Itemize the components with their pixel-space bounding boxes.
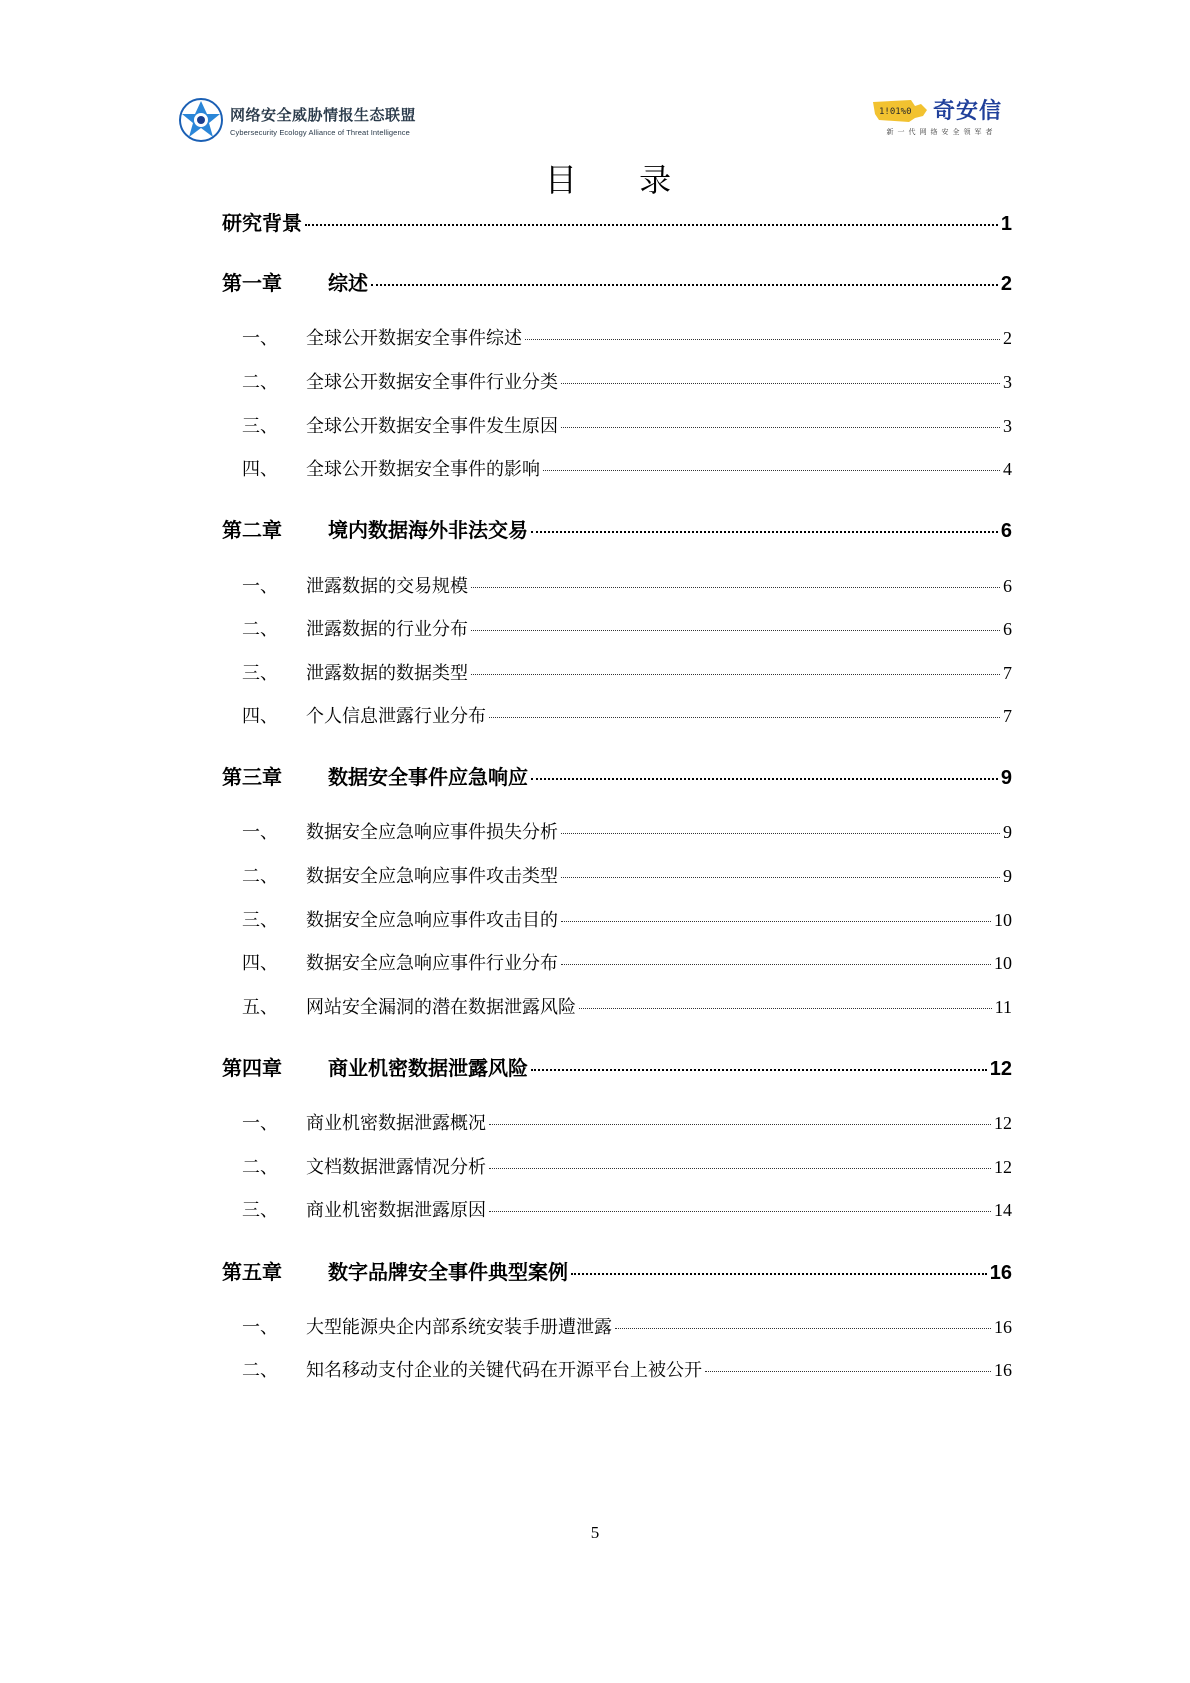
toc-entry-number: 二、	[242, 866, 278, 887]
toc-entry-page: 12	[994, 1113, 1012, 1133]
toc-entry-number: 一、	[242, 822, 278, 843]
toc-entry-page: 16	[994, 1360, 1012, 1380]
alliance-logo	[178, 92, 416, 148]
svg-text:1!01%0: 1!01%0	[878, 106, 912, 117]
toc-leader-dots	[561, 877, 1000, 878]
toc-entry-page: 3	[1003, 416, 1012, 436]
toc-entry-page: 10	[994, 910, 1012, 930]
toc-section-entry[interactable]	[222, 949, 1012, 975]
toc-leader-dots	[561, 833, 1000, 834]
toc-leader-dots	[531, 778, 998, 780]
toc-section-entry[interactable]	[222, 862, 1012, 888]
toc-leader-dots	[579, 1008, 992, 1009]
toc-leader-dots	[471, 674, 1000, 675]
toc-entry-number: 第一章	[222, 271, 282, 295]
toc-entry-number: 四、	[242, 706, 278, 727]
alliance-name-en: Cybersecurity Ecology Alliance of Threat Intelligence	[230, 127, 410, 137]
toc-entry-label: 数据安全应急响应事件攻击类型	[306, 866, 558, 887]
toc-section-entry[interactable]	[222, 1356, 1012, 1382]
toc-entry-number: 二、	[242, 619, 278, 640]
brand-mark-icon	[871, 96, 931, 124]
toc-leader-dots	[531, 1069, 987, 1071]
toc-entry-label: 泄露数据的行业分布	[306, 619, 468, 640]
toc-leader-dots	[615, 1328, 991, 1329]
toc-entry-label: 商业机密数据泄露原因	[306, 1200, 486, 1221]
toc-entry-label: 综述	[328, 271, 368, 295]
toc-section-entry[interactable]	[222, 324, 1012, 350]
toc-entry-number: 一、	[242, 1317, 278, 1338]
toc-entry-page: 7	[1003, 706, 1012, 726]
toc-entry-label: 数据安全事件应急响应	[328, 765, 528, 789]
toc-entry-label: 网站安全漏洞的潜在数据泄露风险	[306, 997, 576, 1018]
toc-leader-dots	[489, 1124, 991, 1125]
brand-slogan: 新一代网络安全领军者	[886, 128, 997, 136]
toc-entry-number: 四、	[242, 953, 278, 974]
toc-entry-number: 第四章	[222, 1056, 282, 1080]
toc-chapter-entry[interactable]	[222, 207, 1012, 236]
toc-section-entry[interactable]	[222, 1313, 1012, 1339]
toc-entry-page: 9	[1003, 866, 1012, 886]
toc-entry-page: 6	[1003, 576, 1012, 596]
toc-entry-number: 四、	[242, 459, 278, 480]
toc-leader-dots	[471, 630, 1000, 631]
toc-leader-dots	[705, 1371, 991, 1372]
toc-section-entry[interactable]	[222, 906, 1012, 932]
toc-entry-page: 12	[994, 1157, 1012, 1177]
toc-leader-dots	[471, 587, 1000, 588]
toc-entry-label: 数字品牌安全事件典型案例	[328, 1260, 568, 1284]
page-number: 5	[590, 1523, 600, 1542]
toc-section-entry[interactable]	[222, 455, 1012, 481]
toc-entry-label: 文档数据泄露情况分析	[306, 1157, 486, 1178]
toc-entry-page: 1	[1000, 213, 1012, 235]
toc-section-entry[interactable]	[222, 1109, 1012, 1135]
toc-leader-dots	[543, 470, 1000, 471]
toc-section-entry[interactable]	[222, 615, 1012, 641]
toc-entry-page: 4	[1003, 459, 1012, 479]
toc-entry-number: 三、	[242, 1200, 278, 1221]
toc-leader-dots	[561, 427, 1000, 428]
alliance-logo-icon	[178, 97, 224, 143]
toc-entry-number: 二、	[242, 1157, 278, 1178]
toc-leader-dots	[571, 1273, 987, 1275]
toc-entry-page: 12	[989, 1058, 1012, 1080]
toc-entry-page: 2	[1000, 273, 1012, 295]
toc-entry-label: 全球公开数据安全事件的影响	[306, 459, 540, 480]
toc-entry-number: 二、	[242, 1360, 278, 1381]
toc-section-entry[interactable]	[222, 993, 1012, 1019]
toc-leader-dots	[305, 224, 998, 226]
toc-section-entry[interactable]	[222, 1196, 1012, 1222]
toc-entry-page: 2	[1003, 328, 1012, 348]
toc-entry-number: 三、	[242, 910, 278, 931]
toc-leader-dots	[531, 531, 998, 533]
toc-leader-dots	[561, 921, 991, 922]
toc-entry-label: 大型能源央企内部系统安装手册遭泄露	[306, 1317, 612, 1338]
toc-entry-page: 16	[989, 1262, 1012, 1284]
toc-entry-page: 11	[994, 997, 1012, 1017]
toc-entry-label: 数据安全应急响应事件攻击目的	[306, 910, 558, 931]
toc-entry-label: 知名移动支付企业的关键代码在开源平台上被公开	[306, 1360, 702, 1381]
toc-leader-dots	[489, 1211, 991, 1212]
toc-chapter-entry[interactable]	[222, 267, 1012, 296]
toc-section-entry[interactable]	[222, 818, 1012, 844]
alliance-name: 网络安全威胁情报生态联盟	[230, 105, 417, 124]
toc-entry-number: 三、	[242, 663, 278, 684]
toc-chapter-entry[interactable]	[222, 761, 1012, 790]
toc-section-entry[interactable]	[222, 702, 1012, 728]
toc-leader-dots	[561, 383, 1000, 384]
toc-chapter-entry[interactable]	[222, 1052, 1012, 1081]
toc-section-entry[interactable]	[222, 412, 1012, 438]
toc-entry-number: 一、	[242, 1113, 278, 1134]
toc-section-entry[interactable]	[222, 368, 1012, 394]
toc-chapter-entry[interactable]	[222, 1256, 1012, 1285]
toc-entry-number: 二、	[242, 372, 278, 393]
toc-section-entry[interactable]	[222, 1153, 1012, 1179]
toc-entry-page: 3	[1003, 372, 1012, 392]
toc-entry-number: 五、	[242, 997, 278, 1018]
toc-leader-dots	[371, 284, 998, 286]
toc-leader-dots	[525, 339, 1000, 340]
toc-entry-label: 数据安全应急响应事件损失分析	[306, 822, 558, 843]
page-title: 目 录	[544, 161, 698, 199]
toc-entry-page: 9	[1003, 822, 1012, 842]
toc-entry-number: 第二章	[222, 518, 282, 542]
brand-name: 奇安信	[932, 99, 1002, 124]
toc-section-entry[interactable]	[222, 659, 1012, 685]
toc-entry-number: 一、	[242, 576, 278, 597]
toc-section-entry[interactable]	[222, 572, 1012, 598]
toc-entry-label: 全球公开数据安全事件发生原因	[306, 416, 558, 437]
toc-chapter-entry[interactable]	[222, 514, 1012, 543]
toc-entry-label: 数据安全应急响应事件行业分布	[306, 953, 558, 974]
toc-leader-dots	[561, 964, 991, 965]
toc-entry-number: 三、	[242, 416, 278, 437]
toc-entry-page: 6	[1003, 619, 1012, 639]
toc-entry-number: 一、	[242, 328, 278, 349]
toc-entry-label: 全球公开数据安全事件综述	[306, 328, 522, 349]
toc-entry-page: 6	[1000, 520, 1012, 542]
toc-entry-page: 16	[994, 1317, 1012, 1337]
toc-entry-label: 泄露数据的交易规模	[306, 576, 468, 597]
toc-entry-label: 个人信息泄露行业分布	[306, 706, 486, 727]
toc-entry-page: 14	[994, 1200, 1012, 1220]
toc-entry-page: 9	[1000, 767, 1012, 789]
toc-entry-page: 10	[994, 953, 1012, 973]
toc-leader-dots	[489, 717, 1000, 718]
toc-entry-label: 商业机密数据泄露风险	[328, 1056, 528, 1080]
brand-logo	[871, 94, 1002, 137]
toc-entry-label: 全球公开数据安全事件行业分类	[306, 372, 558, 393]
toc-entry-label: 境内数据海外非法交易	[328, 518, 528, 542]
toc-entry-label: 泄露数据的数据类型	[306, 663, 468, 684]
toc-entry-page: 7	[1003, 663, 1012, 683]
toc-entry-number: 第五章	[222, 1260, 282, 1284]
toc-entry-number: 第三章	[222, 765, 282, 789]
toc-entry-label: 研究背景	[222, 211, 302, 235]
toc-leader-dots	[489, 1168, 991, 1169]
toc-entry-label: 商业机密数据泄露概况	[306, 1113, 486, 1134]
